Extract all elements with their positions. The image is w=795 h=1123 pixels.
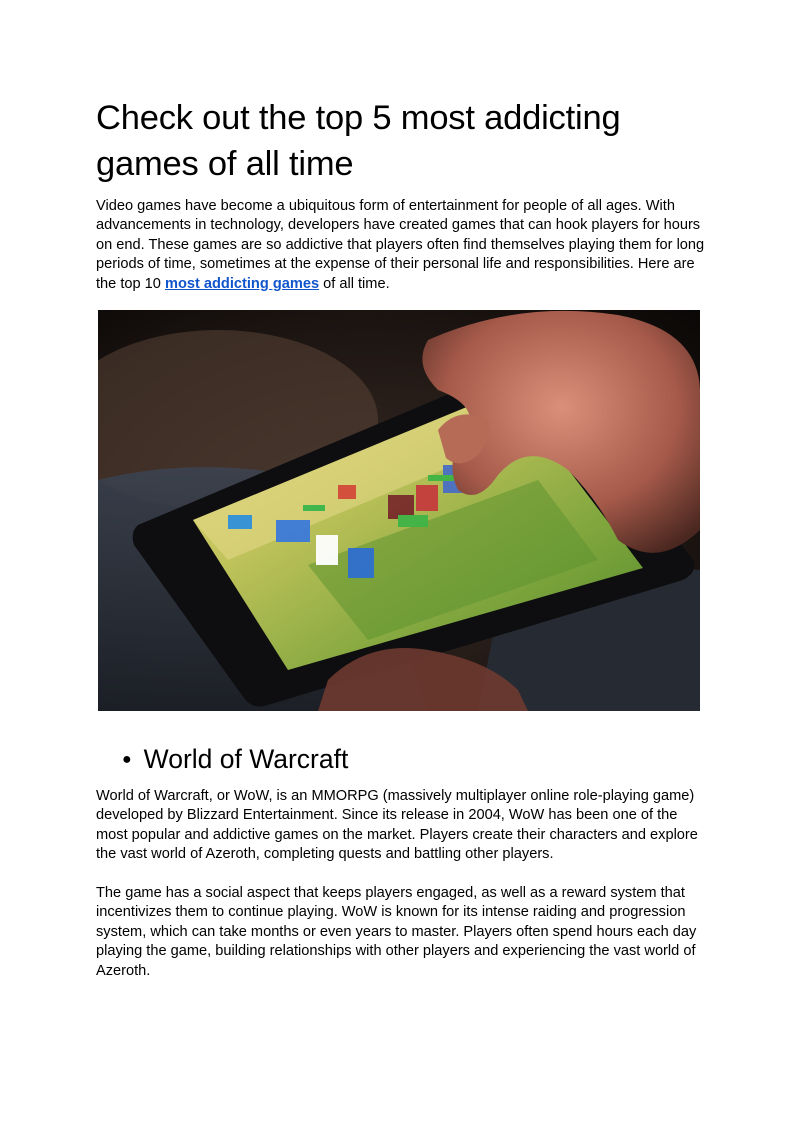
section-paragraph-2: The game has a social aspect that keeps players engaged, as well as a reward system that incentivizes them to continue playing. WoW is known for its intense raiding and progression system, which can take months or even years to master. Players often spend hours each day playing the game, building relationships with other players and experiencing the vast world of Azeroth. [96,885,697,979]
bullet-icon: ● [122,751,132,768]
section-heading-text: World of Warcraft [143,744,349,774]
most-addicting-games-link[interactable]: most addicting games [164,275,320,292]
intro-paragraph [96,197,706,294]
section-body [96,787,706,981]
section-paragraph-1: World of Warcraft, or WoW, is an MMORPG (massively multiplayer online role-playing game) developed by Blizzard Entertainment. Since its release in 2004, WoW has been one of the most popular and addictive games on the market. Players create their characters and explore the vast world of Azeroth, completing quests and battling other players. [96,788,698,863]
article [96,95,706,294]
page-title: Check out the top 5 most addicting games of all time [96,99,621,183]
tablet-photo [98,310,700,711]
section-heading-world-of-warcraft [122,741,348,777]
hero-image-tablet-game [98,310,700,711]
intro-text: Video games have become a ubiquitous form of entertainment for people of all ages. With advancements in technology, developers have created games that can hook players for hours on end. These games are so addictive that players often find themselves playing them for long periods of time, sometimes at the expense of their personal life and responsibilities. Here are the top 10 [96,198,705,292]
intro-text-end: of all time. [319,275,390,292]
